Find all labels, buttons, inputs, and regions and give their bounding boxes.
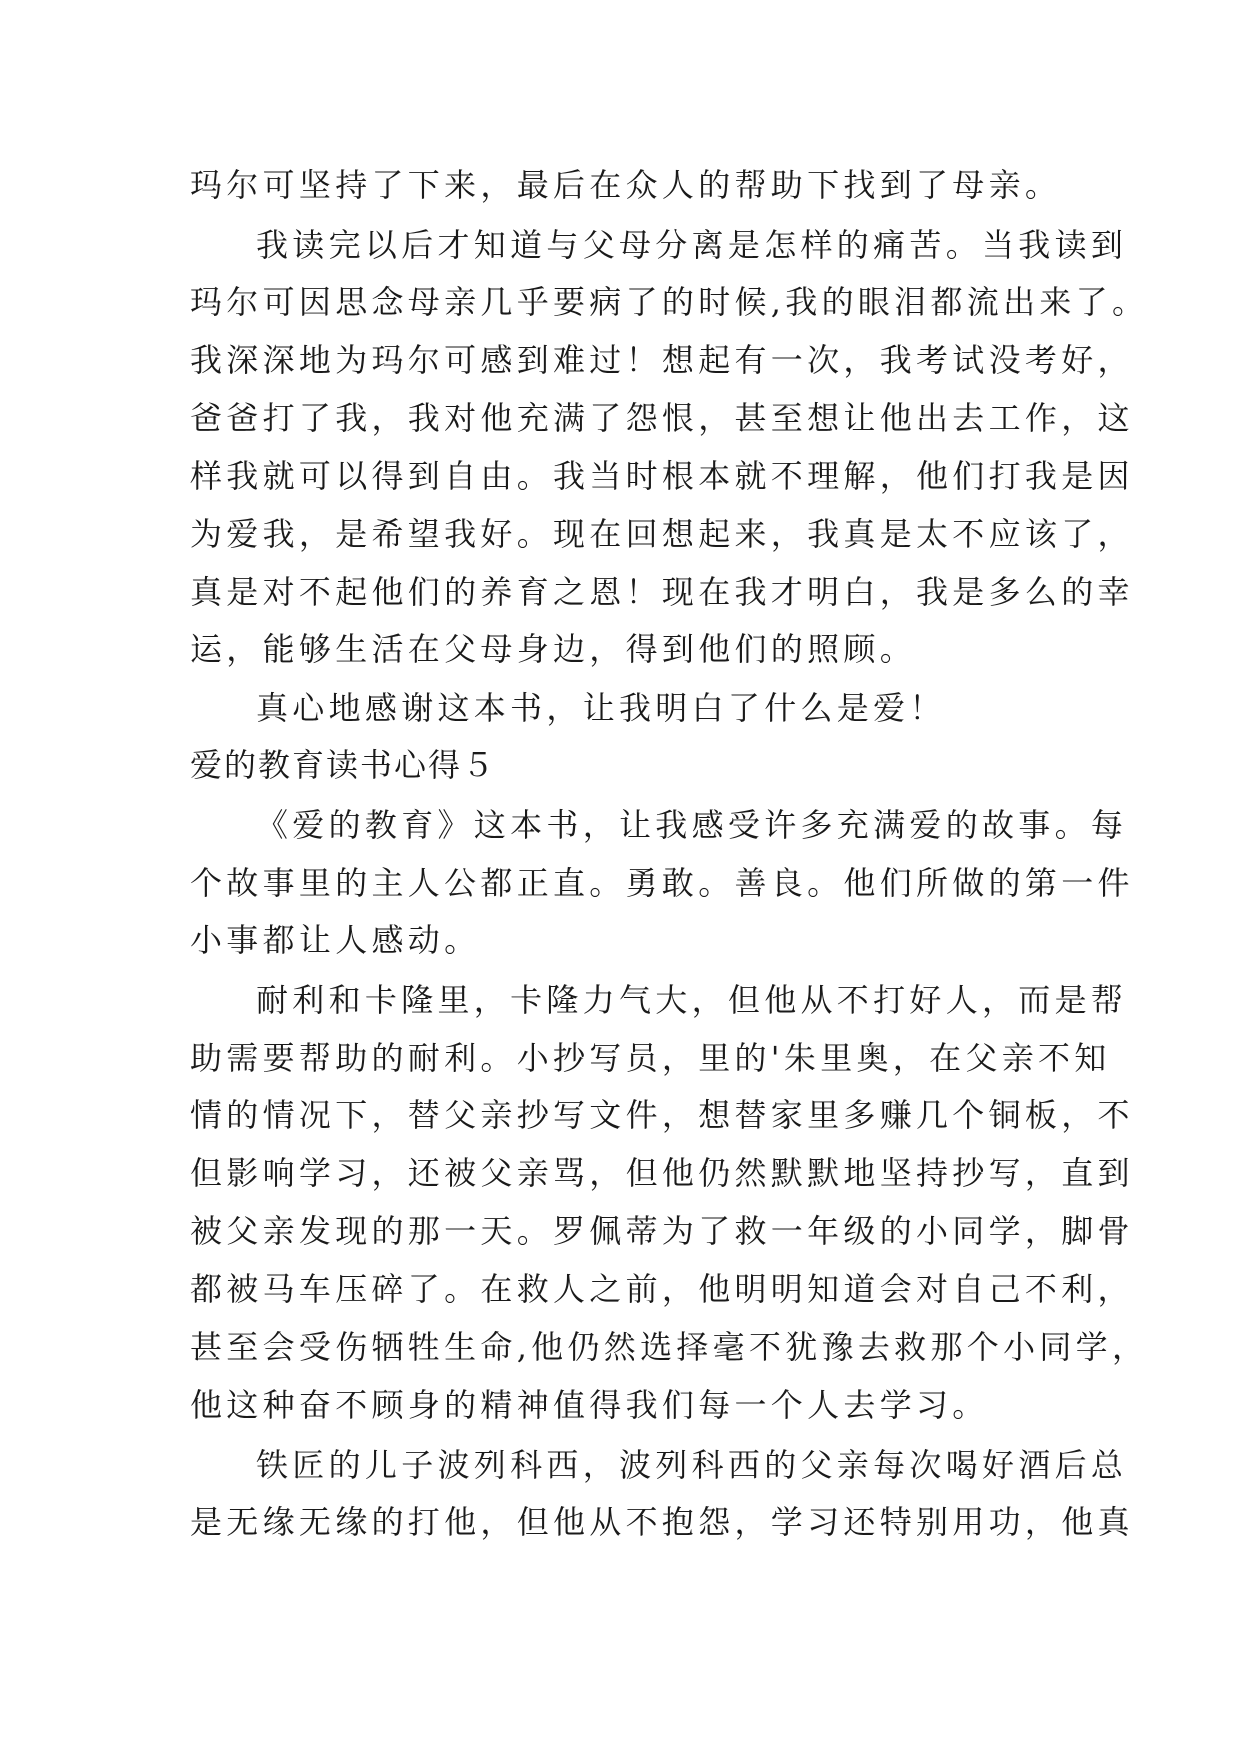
text-line: 运，能够生活在父母身边，得到他们的照顾。 <box>190 630 917 668</box>
text-line: 为爱我，是希望我好。现在回想起来，我真是太不应该了， <box>190 515 1134 553</box>
paragraph-first-line: 我读完以后才知道与父母分离是怎样的痛苦。当我读到 <box>256 226 1128 264</box>
text-line: 情的情况下，替父亲抄写文件，想替家里多赚几个铜板，不 <box>190 1096 1134 1134</box>
text-line: 玛尔可因思念母亲几乎要病了的时候,我的眼泪都流出来了。 <box>190 283 1149 321</box>
text-line: 真是对不起他们的养育之恩！现在我才明白，我是多么的幸 <box>190 573 1134 611</box>
text-line: 个故事里的主人公都正直。勇敢。善良。他们所做的第一件 <box>190 864 1134 902</box>
paragraph-first-line: 铁匠的儿子波列科西，波列科西的父亲每次喝好酒后总 <box>256 1446 1128 1484</box>
text-line: 助需要帮助的耐利。小抄写员，里的'朱里奥，在父亲不知 <box>190 1039 1111 1077</box>
paragraph-first-line: 耐利和卡隆里，卡隆力气大，但他从不打好人，而是帮 <box>256 981 1128 1019</box>
section-heading: 爱的教育读书心得５ <box>190 746 497 784</box>
text-line: 玛尔可坚持了下来，最后在众人的帮助下找到了母亲。 <box>190 166 1062 204</box>
paragraph-first-line: 真心地感谢这本书，让我明白了什么是爱！ <box>256 689 946 727</box>
text-line: 都被马车压碎了。在救人之前，他明明知道会对自己不利， <box>190 1270 1134 1308</box>
text-line: 被父亲发现的那一天。罗佩蒂为了救一年级的小同学，脚骨 <box>190 1212 1134 1250</box>
text-line: 甚至会受伤牺牲生命,他仍然选择毫不犹豫去救那个小同学， <box>190 1328 1149 1366</box>
text-line: 爸爸打了我，我对他充满了怨恨，甚至想让他出去工作，这 <box>190 399 1134 437</box>
text-line: 他这种奋不顾身的精神值得我们每一个人去学习。 <box>190 1386 989 1424</box>
paragraph-first-line: 《爱的教育》这本书，让我感受许多充满爱的故事。每 <box>256 806 1128 844</box>
text-line: 是无缘无缘的打他，但他从不抱怨，学习还特别用功，他真 <box>190 1503 1134 1541</box>
text-line: 但影响学习，还被父亲骂，但他仍然默默地坚持抄写，直到 <box>190 1154 1134 1192</box>
text-line: 我深深地为玛尔可感到难过！想起有一次，我考试没考好， <box>190 341 1134 379</box>
text-line: 小事都让人感动。 <box>190 921 481 959</box>
text-line: 样我就可以得到自由。我当时根本就不理解，他们打我是因 <box>190 457 1134 495</box>
